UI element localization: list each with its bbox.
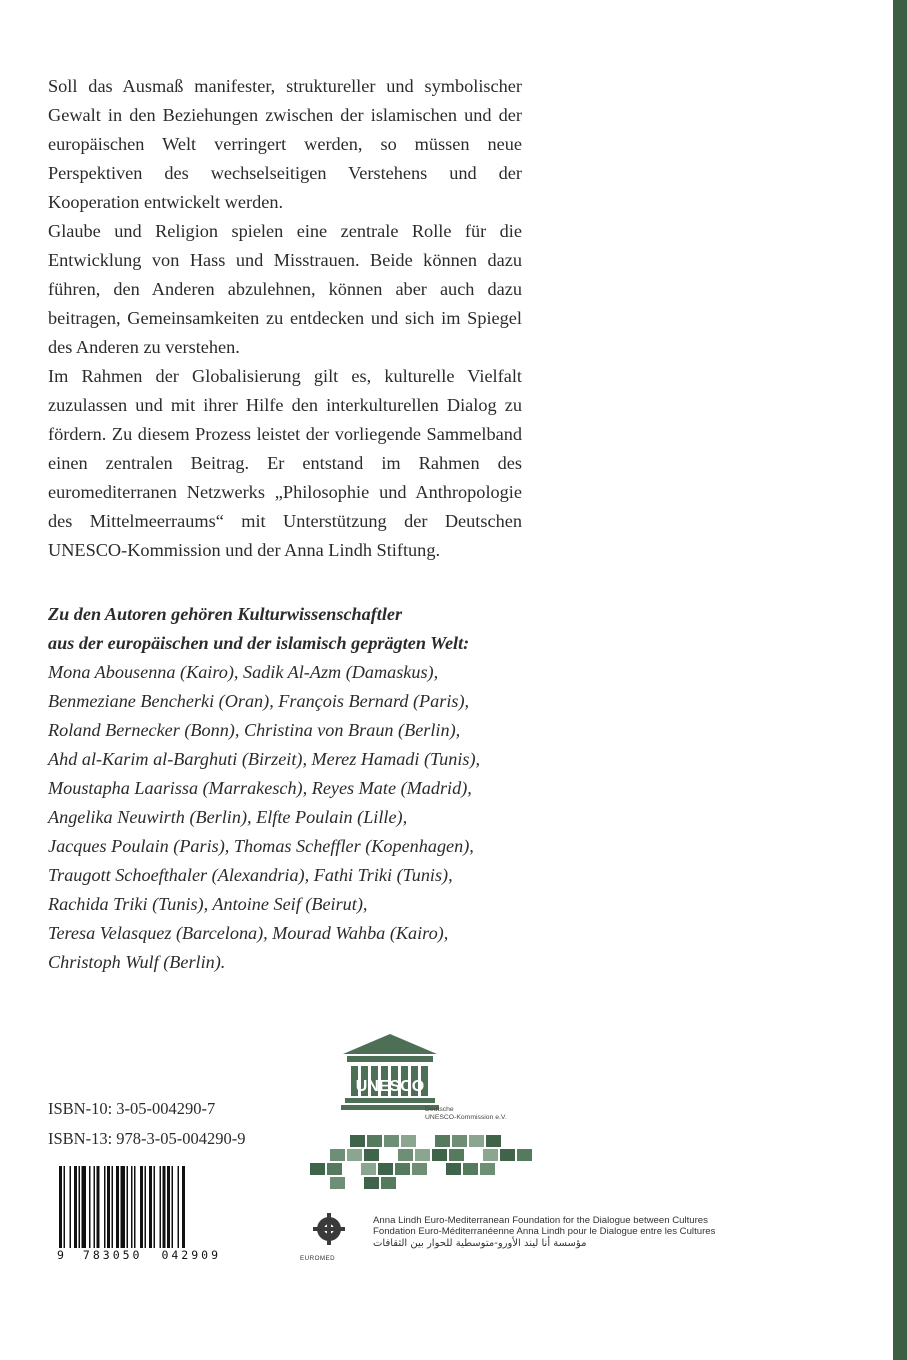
author-line: Benmeziane Bencherki (Oran), François Bernard (Paris), xyxy=(48,691,470,711)
barcode-lead-digit: 9 xyxy=(57,1248,64,1262)
barcode-group-1: 783050 xyxy=(82,1248,143,1262)
mosaic-emblem xyxy=(310,1135,550,1195)
author-list xyxy=(48,600,528,977)
blurb-paragraph-1: Soll das Ausmaß manifester, struktureller und symbolischer Gewalt in den Beziehungen zwischen der islamischen und der europäischen Welt verringert werden, so müssen neue Perspektiven des wechselseitigen Verstehens und der Kooperation entwickelt werden. xyxy=(48,76,522,212)
author-line: Mona Abousenna (Kairo), Sadik Al-Azm (Damaskus), xyxy=(48,662,439,682)
anna-lindh-english: Anna Lindh Euro-Mediterranean Foundation for the Dialogue between Cultures xyxy=(373,1215,708,1226)
anna-lindh-foundation-text xyxy=(373,1215,715,1249)
isbn-10: ISBN-10: 3-05-004290-7 xyxy=(48,1099,216,1118)
author-line: Rachida Triki (Tunis), Antoine Seif (Beirut), xyxy=(48,894,368,914)
author-line: Angelika Neuwirth (Berlin), Elfte Poulain (Lille), xyxy=(48,807,408,827)
unesco-caption-line-2: UNESCO-Kommission e.V. xyxy=(425,1114,507,1121)
unesco-caption xyxy=(425,1106,507,1122)
author-intro-line-2: aus der europäischen und der islamisch geprägten Welt: xyxy=(48,633,470,653)
anna-lindh-arabic: مؤسسة أنا ليند الأورو-متوسطية للحوار بين الثقافات xyxy=(373,1238,587,1249)
blurb-paragraph-2: Glaube und Religion spielen eine zentrale Rolle für die Entwicklung von Hass und Misstrauen. Beide können dazu führen, den Anderen abzulehnen, können aber auch dazu beitragen, Gemeinsamkeiten zu entdecken und sich im Spiegel des Anderen zu verstehen. xyxy=(48,221,522,357)
author-intro-line-1: Zu den Autoren gehören Kulturwissenschaftler xyxy=(48,604,403,624)
isbn-13: ISBN-13: 978-3-05-004290-9 xyxy=(48,1129,246,1148)
euromed-label: EUROMED xyxy=(300,1255,336,1262)
author-line: Teresa Velasquez (Barcelona), Mourad Wahba (Kairo), xyxy=(48,923,449,943)
unesco-caption-line-1: Deutsche xyxy=(425,1106,454,1113)
anna-lindh-french: Fondation Euro-Méditerranéenne Anna Lindh pour le Dialogue entre les Cultures xyxy=(373,1226,716,1237)
author-line: Moustapha Laarissa (Marrakesch), Reyes Mate (Madrid), xyxy=(48,778,472,798)
back-cover-blurb xyxy=(48,72,522,565)
barcode-digits xyxy=(57,1248,221,1262)
author-line: Roland Bernecker (Bonn), Christina von Braun (Berlin), xyxy=(48,720,461,740)
barcode-group-2: 042909 xyxy=(161,1248,221,1262)
author-line: Jacques Poulain (Paris), Thomas Scheffler (Kopenhagen), xyxy=(48,836,474,856)
barcode-image xyxy=(57,1166,221,1248)
isbn-block xyxy=(48,1094,246,1154)
cover-spine-edge xyxy=(893,0,907,1360)
unesco-wordmark: UNESCO xyxy=(355,1078,425,1095)
author-line: Traugott Schoefthaler (Alexandria), Fathi Triki (Tunis), xyxy=(48,865,453,885)
author-line: Christoph Wulf (Berlin). xyxy=(48,952,226,972)
blurb-paragraph-3: Im Rahmen der Globalisierung gilt es, kulturelle Vielfalt zuzulassen und mit ihrer Hilfe den interkulturellen Dialog zu fördern. Zu diesem Prozess leistet der vorliegende Sammelband einen zentralen Beitrag. Er entstand im Rahmen des euromediterranen Netzwerks „Philosophie und Anthropologie des Mittelmeerraums“ mit Unterstützung der Deutschen UNESCO-Kommission und der Anna Lindh Stiftung. xyxy=(48,366,522,560)
author-line: Ahd al-Karim al-Barghuti (Birzeit), Merez Hamadi (Tunis), xyxy=(48,749,481,769)
